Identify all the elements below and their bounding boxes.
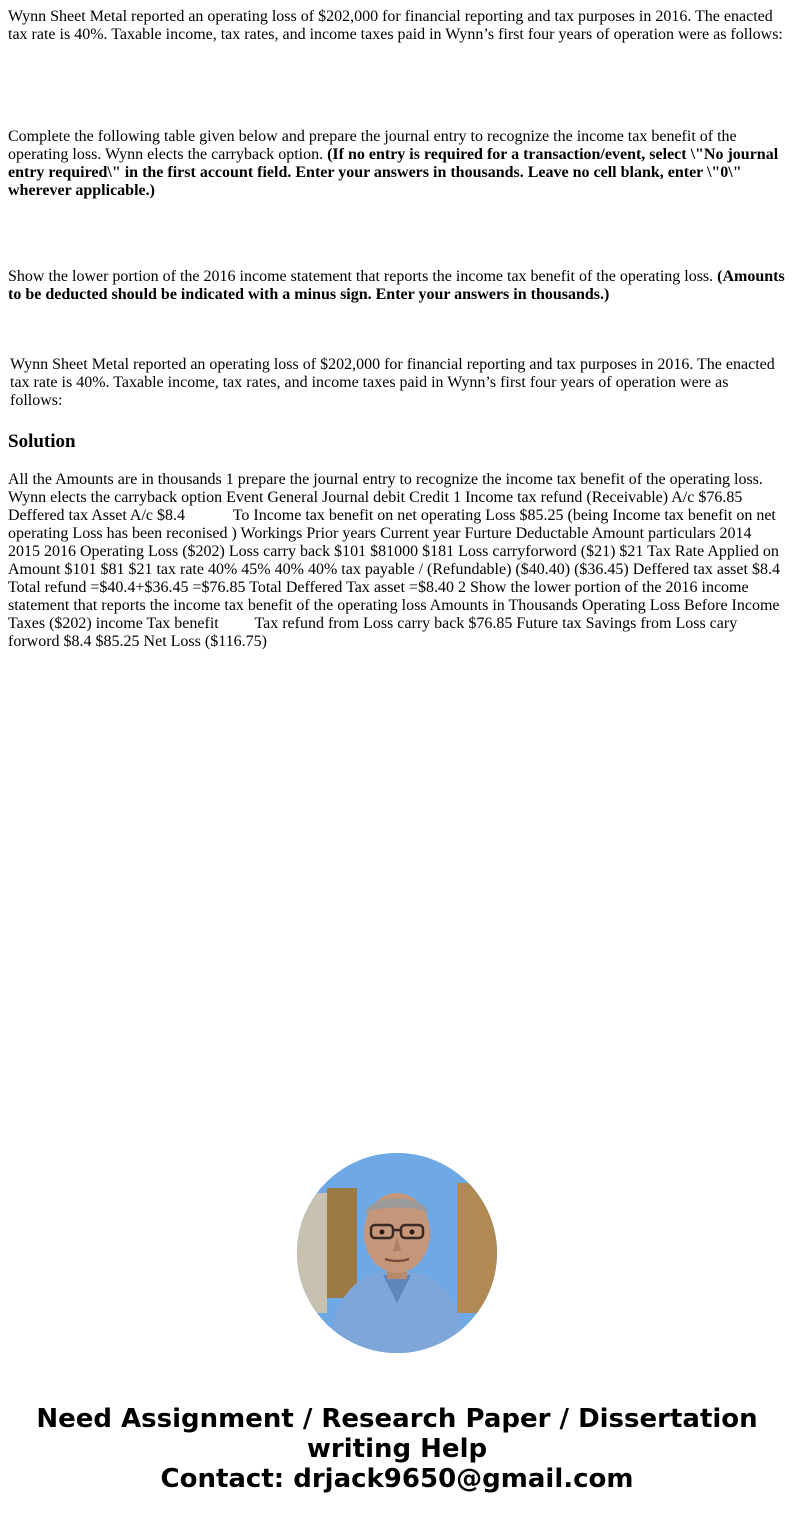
person-photo-icon bbox=[297, 1153, 497, 1353]
footer-line-1: Need Assignment / Research Paper / Dissertation bbox=[36, 1404, 758, 1434]
question-part1 bbox=[8, 128, 786, 200]
solution-text: All the Amounts are in thousands 1 prepare the journal entry to recognize the income tax benefit of the operating loss. Wynn elects the carryback option Event General Journal debit Credit 1 Income tax refund (Receivable) A/c $76.85 Deffered tax Asset A/c $8.4 To Income tax benefit on net operating Loss $85.25 (being Income tax benefit on net operating Loss has been reconised ) Workings Prior years Current year Furture Deductable Amount particulars 2014 2015 2016 Operating Loss ($202) Loss carry back $101 $81000 $181 Loss carryforword ($21) $21 Tax Rate Applied on Amount $101 $81 $21 tax rate 40% 45% 40% 40% tax payable / (Refundable) ($40.40) ($36.45) Deffered tax asset $8.4 Total refund =$40.4+$36.45 =$76.85 Total Deffered Tax asset =$8.40 2 Show the lower portion of the 2016 income statement that reports the income tax benefit of the operating loss Amounts in Thousands Operating Loss Before Income Taxes ($202) income Tax benefit Tax refund from Loss carry back $76.85 Future tax Savings from Loss cary forword $8.4 $85.25 Net Loss ($116.75) bbox=[8, 471, 784, 650]
footer-banner bbox=[0, 1404, 794, 1494]
footer-contact: Contact: drjack9650@gmail.com bbox=[160, 1464, 634, 1494]
question-part2-text: Show the lower portion of the 2016 income statement that reports the income tax benefit of the operating loss. bbox=[8, 268, 718, 285]
question-intro: Wynn Sheet Metal reported an operating loss of $202,000 for financial reporting and tax purposes in 2016. The enacted tax rate is 40%. Taxable income, tax rates, and income taxes paid in Wynn’s first four years of operation were as follows: bbox=[8, 8, 783, 43]
avatar-illustration bbox=[297, 1153, 497, 1353]
question-part1-text: Complete the following table given below and prepare the journal entry to recognize the income tax benefit of the operating loss. Wynn elects the carryback option. bbox=[8, 128, 737, 163]
question-part1-instructions: (If no entry is required for a transaction/event, select \"No journal entry required\" in the first account field. Enter your answers in thousands. Leave no cell blank, enter \"0\" wherever applicable.) bbox=[8, 146, 779, 199]
solution-heading: Solution bbox=[8, 431, 76, 452]
question-repeat: Wynn Sheet Metal reported an operating loss of $202,000 for financial reporting and tax purposes in 2016. The enacted tax rate is 40%. Taxable income, tax rates, and income taxes paid in Wynn’s first four years of operation were as follows: bbox=[10, 356, 775, 409]
question-part2 bbox=[8, 268, 786, 304]
footer-line-2: writing Help bbox=[306, 1434, 488, 1464]
question-part2-instructions: (Amounts to be deducted should be indicated with a minus sign. Enter your answers in thousands.) bbox=[8, 268, 785, 303]
